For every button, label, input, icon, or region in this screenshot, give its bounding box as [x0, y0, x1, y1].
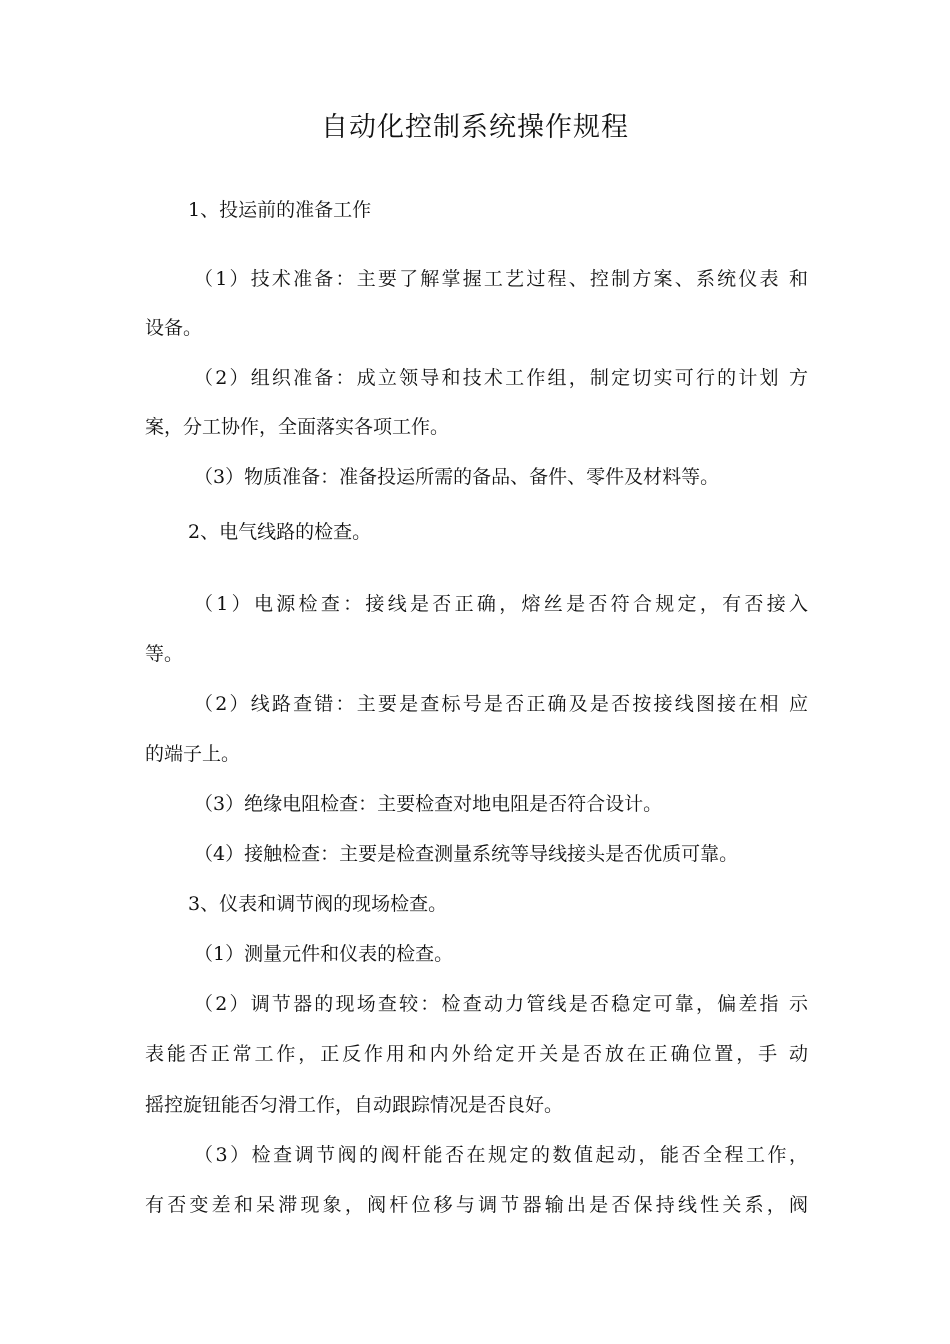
section-heading-1: 1、投运前的准备工作 — [188, 199, 372, 221]
paragraph-line: （3）检查调节阀的阀杆能否在规定的数值起动，能否全程工作， — [194, 1144, 808, 1166]
paragraph-line: 设备。 — [145, 317, 203, 339]
paragraph-line: （2）线路查错：主要是查标号是否正确及是否按接线图接在相 应 — [194, 693, 808, 715]
paragraph-line: （1）电源检查：接线是否正确，熔丝是否符合规定，有否接入 — [194, 593, 808, 615]
paragraph-line: 的端子上。 — [145, 743, 241, 765]
section-heading-2: 2、电气线路的检查。 — [188, 521, 372, 543]
paragraph-line: （2）调节器的现场查较：检查动力管线是否稳定可靠，偏差指 示 — [194, 993, 808, 1015]
paragraph-line: 有否变差和呆滞现象，阀杆位移与调节器输出是否保持线性关系，阀 — [145, 1194, 808, 1216]
paragraph-line: 案，分工协作，全面落实各项工作。 — [145, 416, 450, 438]
paragraph-line: （3）绝缘电阻检查：主要检查对地电阻是否符合设计。 — [194, 793, 663, 815]
paragraph-line: （2）组织准备：成立领导和技术工作组，制定切实可行的计划 方 — [194, 367, 808, 389]
paragraph-line: （4）接触检查：主要是检查测量系统等导线接头是否优质可靠。 — [194, 843, 739, 865]
paragraph-line: （1）技术准备：主要了解掌握工艺过程、控制方案、系统仪表 和 — [194, 268, 808, 290]
document-title: 自动化控制系统操作规程 — [321, 112, 629, 143]
paragraph-line: 表能否正常工作，正反作用和内外给定开关是否放在正确位置，手 动 — [145, 1043, 808, 1065]
paragraph-line: 摇控旋钮能否匀滑工作，自动跟踪情况是否良好。 — [145, 1094, 564, 1116]
paragraph-line: 等。 — [145, 643, 184, 665]
paragraph-line: （1）测量元件和仪表的检查。 — [194, 943, 454, 965]
section-heading-3: 3、仪表和调节阀的现场检查。 — [188, 893, 448, 915]
paragraph-line: （3）物质准备：准备投运所需的备品、备件、零件及材料等。 — [194, 466, 720, 488]
